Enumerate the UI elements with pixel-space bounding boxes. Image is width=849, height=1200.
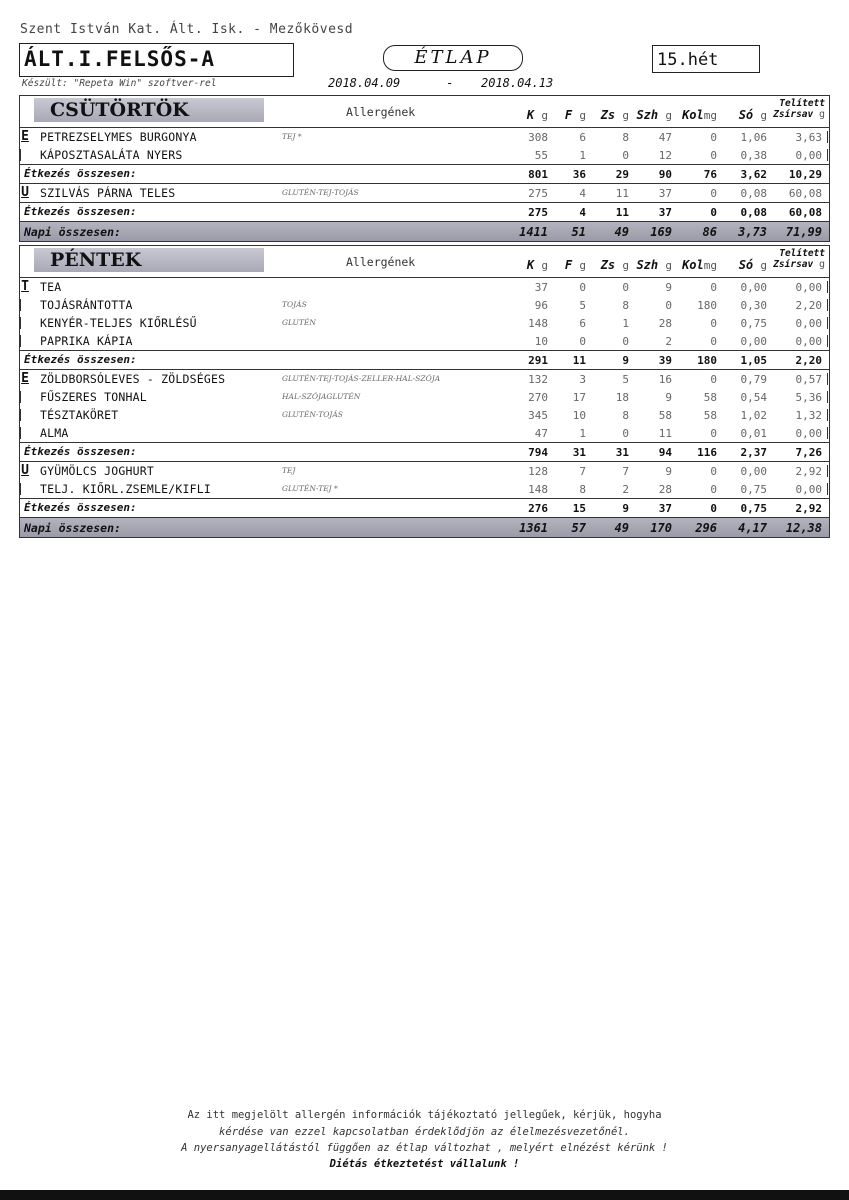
cell-k: 47 <box>534 427 548 440</box>
cell-zsirsav: 71,99 <box>785 225 822 239</box>
cell-szh: 94 <box>658 446 672 459</box>
cell-f: 5 <box>579 299 586 312</box>
cell-zs: 49 <box>614 225 629 239</box>
table-row <box>20 332 829 350</box>
cell-zs: 0 <box>622 281 629 294</box>
meal-total-row <box>20 442 829 462</box>
footer-line-2: kérdése van ezzel kapcsolatban érdeklődjön az élelmezésvezetőnél. <box>219 1126 630 1138</box>
food-name: ZÖLDBORSÓLEVES - ZÖLDSÉGES <box>40 372 226 386</box>
col-k-header: K g <box>526 258 548 272</box>
food-name: PETREZSELYMES BURGONYA <box>40 130 197 144</box>
table-row <box>20 296 829 314</box>
cell-f: 31 <box>572 446 586 459</box>
software-note: Készült: "Repeta Win" szoftver-rel <box>22 78 217 89</box>
cell-zs: 0 <box>622 149 629 162</box>
cell-zs: 7 <box>622 465 629 478</box>
cell-zs: 2 <box>622 483 629 496</box>
cell-zsirsav: 0,00 <box>795 317 822 330</box>
meal-total-row <box>20 498 829 518</box>
col-zsirsav-header: Telített Zsírsav g <box>773 98 825 120</box>
cell-zs: 0 <box>622 335 629 348</box>
cell-f: 11 <box>572 354 586 367</box>
meal-mark: T <box>21 279 29 294</box>
cell-szh: 28 <box>658 483 672 496</box>
cell-k: 308 <box>528 131 548 144</box>
cell-k: 148 <box>528 483 548 496</box>
col-zs-header: Zs g <box>600 108 629 122</box>
col-kol-header: Kolmg <box>682 108 717 122</box>
cell-kol: 0 <box>710 483 717 496</box>
cell-kol: 58 <box>703 409 717 422</box>
cell-zsirsav: 7,26 <box>795 446 822 459</box>
cell-zsirsav: 2,20 <box>795 354 822 367</box>
cell-f: 10 <box>572 409 586 422</box>
cell-kol: 86 <box>702 225 717 239</box>
cell-k: 345 <box>528 409 548 422</box>
table-row <box>20 370 829 388</box>
cell-f: 1 <box>579 427 586 440</box>
table-row <box>20 406 829 424</box>
col-so-header: Só g <box>738 258 767 272</box>
cell-zs: 1 <box>622 317 629 330</box>
table-row <box>20 184 829 202</box>
footer-line-1: Az itt megjelölt allergén információk tájékoztató jellegűek, kérjük, hogyha <box>187 1109 662 1121</box>
cell-k: 55 <box>534 149 548 162</box>
scan-bottom-edge <box>0 1190 849 1200</box>
week-label: 15.hét <box>652 45 760 73</box>
food-name: FŰSZERES TONHAL <box>40 390 147 404</box>
cell-zs: 49 <box>614 521 629 535</box>
cell-szh: 9 <box>665 465 672 478</box>
cell-so: 0,30 <box>740 299 767 312</box>
date-separator: - <box>446 76 454 90</box>
cell-kol: 0 <box>710 131 717 144</box>
cell-szh: 12 <box>658 149 672 162</box>
cell-so: 1,06 <box>740 131 767 144</box>
cell-zsirsav: 0,57 <box>795 373 822 386</box>
cell-so: 0,79 <box>740 373 767 386</box>
cell-szh: 11 <box>658 427 672 440</box>
meal-total-label: Étkezés összesen: <box>24 445 137 458</box>
food-name: ALMA <box>40 426 69 440</box>
cell-kol: 0 <box>710 149 717 162</box>
cell-zsirsav: 60,08 <box>788 187 822 200</box>
day-name: PÉNTEK <box>34 248 264 272</box>
cell-k: 1411 <box>519 225 548 239</box>
date-from: 2018.04.09 <box>328 76 401 90</box>
cell-k: 132 <box>528 373 548 386</box>
food-allergens: GLUTÉN-TEJ * <box>282 484 338 493</box>
class-title: ÁLT.I.FELSŐS-A <box>24 47 216 71</box>
cell-zsirsav: 0,00 <box>795 483 822 496</box>
cell-f: 15 <box>572 502 586 515</box>
cell-zsirsav: 0,00 <box>795 427 822 440</box>
food-name: TELJ. KIŐRL.ZSEMLE/KIFLI <box>40 482 211 496</box>
cell-so: 0,75 <box>740 502 767 515</box>
food-allergens: TOJÁS <box>282 300 307 309</box>
food-allergens: HAL-SZÓJAGLUTÉN <box>282 392 361 401</box>
col-szh-header: Szh g <box>636 258 672 272</box>
cell-f: 1 <box>579 149 586 162</box>
cell-kol: 0 <box>710 502 717 515</box>
food-name: TÉSZTAKÖRET <box>40 408 119 422</box>
cell-so: 0,08 <box>740 187 767 200</box>
cell-kol: 296 <box>695 521 717 535</box>
cell-k: 128 <box>528 465 548 478</box>
cell-zsirsav: 10,29 <box>788 168 822 181</box>
table-row <box>20 424 829 442</box>
cell-k: 270 <box>528 391 548 404</box>
cell-szh: 39 <box>658 354 672 367</box>
food-name: GYÜMÖLCS JOGHURT <box>40 464 154 478</box>
cell-so: 0,00 <box>740 335 767 348</box>
cell-kol: 0 <box>710 335 717 348</box>
cell-kol: 0 <box>710 187 717 200</box>
cell-zs: 9 <box>622 502 629 515</box>
cell-k: 148 <box>528 317 548 330</box>
col-zsirsav-header: Telített Zsírsav g <box>773 248 825 270</box>
cell-so: 1,02 <box>740 409 767 422</box>
cell-zs: 9 <box>622 354 629 367</box>
cell-szh: 47 <box>658 131 672 144</box>
cell-szh: 170 <box>650 521 672 535</box>
food-name: SZILVÁS PÁRNA TELES <box>40 186 176 200</box>
cell-kol: 0 <box>710 465 717 478</box>
table-row <box>20 388 829 406</box>
cell-f: 7 <box>579 465 586 478</box>
col-kol-header: Kolmg <box>682 258 717 272</box>
cell-so: 0,54 <box>740 391 767 404</box>
col-zs-header: Zs g <box>600 258 629 272</box>
day-header <box>20 96 829 128</box>
cell-k: 794 <box>528 446 548 459</box>
cell-so: 1,05 <box>740 354 767 367</box>
cell-kol: 180 <box>697 299 717 312</box>
cell-f: 0 <box>579 335 586 348</box>
table-row <box>20 314 829 332</box>
table-row <box>20 128 829 146</box>
table-row <box>20 480 829 498</box>
cell-so: 0,00 <box>740 465 767 478</box>
food-allergens: GLUTÉN-TEJ-TOJÁS-ZELLER-HAL-SZÓJA <box>282 374 441 383</box>
cell-k: 96 <box>534 299 548 312</box>
meal-total-row <box>20 202 829 222</box>
footer-line-3: A nyersanyagellátástól függően az étlap változhat , melyért elnézést kérünk ! <box>181 1142 668 1154</box>
cell-kol: 0 <box>710 317 717 330</box>
cell-szh: 90 <box>658 168 672 181</box>
cell-kol: 0 <box>710 281 717 294</box>
col-so-header: Só g <box>738 108 767 122</box>
allergens-header: Allergének <box>346 105 416 119</box>
cell-f: 51 <box>571 225 586 239</box>
cell-szh: 16 <box>658 373 672 386</box>
day-table-friday <box>19 245 830 538</box>
food-name: KENYÉR-TELJES KIŐRLÉSŰ <box>40 316 197 330</box>
cell-kol: 76 <box>703 168 717 181</box>
cell-f: 4 <box>579 206 586 219</box>
cell-so: 0,08 <box>740 206 767 219</box>
meal-total-row <box>20 350 829 370</box>
cell-szh: 37 <box>658 502 672 515</box>
day-total-label: Napi összesen: <box>24 225 121 239</box>
cell-zsirsav: 2,92 <box>795 502 822 515</box>
cell-szh: 28 <box>658 317 672 330</box>
cell-zs: 11 <box>615 206 629 219</box>
meal-total-label: Étkezés összesen: <box>24 205 137 218</box>
food-allergens: GLUTÉN-TOJÁS <box>282 410 343 419</box>
food-name: KÁPOSZTASALÁTA NYERS <box>40 148 183 162</box>
day-total-row <box>20 222 829 241</box>
meal-mark: U <box>21 185 29 200</box>
cell-kol: 116 <box>697 446 717 459</box>
cell-f: 17 <box>572 391 586 404</box>
cell-k: 801 <box>528 168 548 181</box>
allergens-header: Allergének <box>346 255 416 269</box>
cell-so: 3,62 <box>740 168 767 181</box>
meal-total-label: Étkezés összesen: <box>24 167 137 180</box>
cell-szh: 58 <box>658 409 672 422</box>
cell-f: 4 <box>579 187 586 200</box>
cell-k: 37 <box>534 281 548 294</box>
meal-mark: E <box>21 371 29 386</box>
cell-f: 6 <box>579 131 586 144</box>
cell-zsirsav: 60,08 <box>788 206 822 219</box>
cell-szh: 2 <box>665 335 672 348</box>
cell-zs: 31 <box>615 446 629 459</box>
footer-line-4: Diétás étkeztetést vállalunk ! <box>329 1158 520 1170</box>
cell-zs: 5 <box>622 373 629 386</box>
day-name: CSÜTÖRTÖK <box>34 98 264 122</box>
cell-zs: 0 <box>622 427 629 440</box>
cell-k: 1361 <box>519 521 548 535</box>
day-total-row <box>20 518 829 537</box>
food-name: TOJÁSRÁNTOTTA <box>40 298 133 312</box>
cell-szh: 37 <box>658 187 672 200</box>
cell-k: 291 <box>528 354 548 367</box>
cell-f: 0 <box>579 281 586 294</box>
col-szh-header: Szh g <box>636 108 672 122</box>
cell-zsirsav: 12,38 <box>785 521 822 535</box>
table-row <box>20 462 829 480</box>
day-total-label: Napi összesen: <box>24 521 121 535</box>
cell-so: 0,75 <box>740 317 767 330</box>
cell-so: 4,17 <box>738 521 767 535</box>
cell-zs: 8 <box>622 299 629 312</box>
cell-zsirsav: 1,32 <box>795 409 822 422</box>
day-table-thursday <box>19 95 830 242</box>
meal-total-row <box>20 164 829 184</box>
cell-f: 3 <box>579 373 586 386</box>
cell-f: 36 <box>572 168 586 181</box>
cell-szh: 9 <box>665 281 672 294</box>
cell-so: 0,75 <box>740 483 767 496</box>
cell-so: 0,38 <box>740 149 767 162</box>
meal-mark: U <box>21 463 29 478</box>
col-k-header: K g <box>526 108 548 122</box>
col-f-header: F g <box>564 108 586 122</box>
meal-total-label: Étkezés összesen: <box>24 353 137 366</box>
cell-so: 3,73 <box>738 225 767 239</box>
cell-szh: 9 <box>665 391 672 404</box>
cell-zs: 29 <box>615 168 629 181</box>
menu-title: ÉTLAP <box>383 45 523 71</box>
cell-f: 57 <box>571 521 586 535</box>
cell-so: 0,00 <box>740 281 767 294</box>
cell-kol: 0 <box>710 427 717 440</box>
food-name: TEA <box>40 280 62 294</box>
food-allergens: TEJ <box>282 466 296 475</box>
cell-zs: 8 <box>622 409 629 422</box>
cell-zs: 11 <box>615 187 629 200</box>
cell-so: 0,01 <box>740 427 767 440</box>
cell-kol: 0 <box>710 373 717 386</box>
class-title-box <box>19 43 294 77</box>
cell-k: 276 <box>528 502 548 515</box>
col-f-header: F g <box>564 258 586 272</box>
cell-kol: 0 <box>710 206 717 219</box>
cell-zsirsav: 5,36 <box>795 391 822 404</box>
meal-total-label: Étkezés összesen: <box>24 501 137 514</box>
cell-k: 275 <box>528 187 548 200</box>
date-to: 2018.04.13 <box>481 76 554 90</box>
cell-f: 6 <box>579 317 586 330</box>
cell-zsirsav: 0,00 <box>795 149 822 162</box>
school-name: Szent István Kat. Ált. Isk. - Mezőkövesd <box>20 22 354 37</box>
cell-kol: 58 <box>703 391 717 404</box>
food-allergens: GLUTÉN <box>282 318 316 327</box>
cell-szh: 0 <box>665 299 672 312</box>
cell-zs: 8 <box>622 131 629 144</box>
cell-kol: 180 <box>697 354 717 367</box>
food-allergens: GLUTÉN-TEJ-TOJÁS <box>282 188 359 197</box>
cell-f: 8 <box>579 483 586 496</box>
cell-zsirsav: 3,63 <box>795 131 822 144</box>
food-allergens: TEJ * <box>282 132 302 141</box>
cell-szh: 169 <box>650 225 672 239</box>
cell-zsirsav: 2,92 <box>795 465 822 478</box>
cell-zsirsav: 0,00 <box>795 335 822 348</box>
cell-zsirsav: 0,00 <box>795 281 822 294</box>
day-header <box>20 246 829 278</box>
cell-zsirsav: 2,20 <box>795 299 822 312</box>
cell-k: 275 <box>528 206 548 219</box>
cell-zs: 18 <box>615 391 629 404</box>
meal-mark: E <box>21 129 29 144</box>
table-row <box>20 278 829 296</box>
food-name: PAPRIKA KÁPIA <box>40 334 133 348</box>
cell-so: 2,37 <box>740 446 767 459</box>
table-row <box>20 146 829 164</box>
cell-szh: 37 <box>658 206 672 219</box>
cell-k: 10 <box>534 335 548 348</box>
